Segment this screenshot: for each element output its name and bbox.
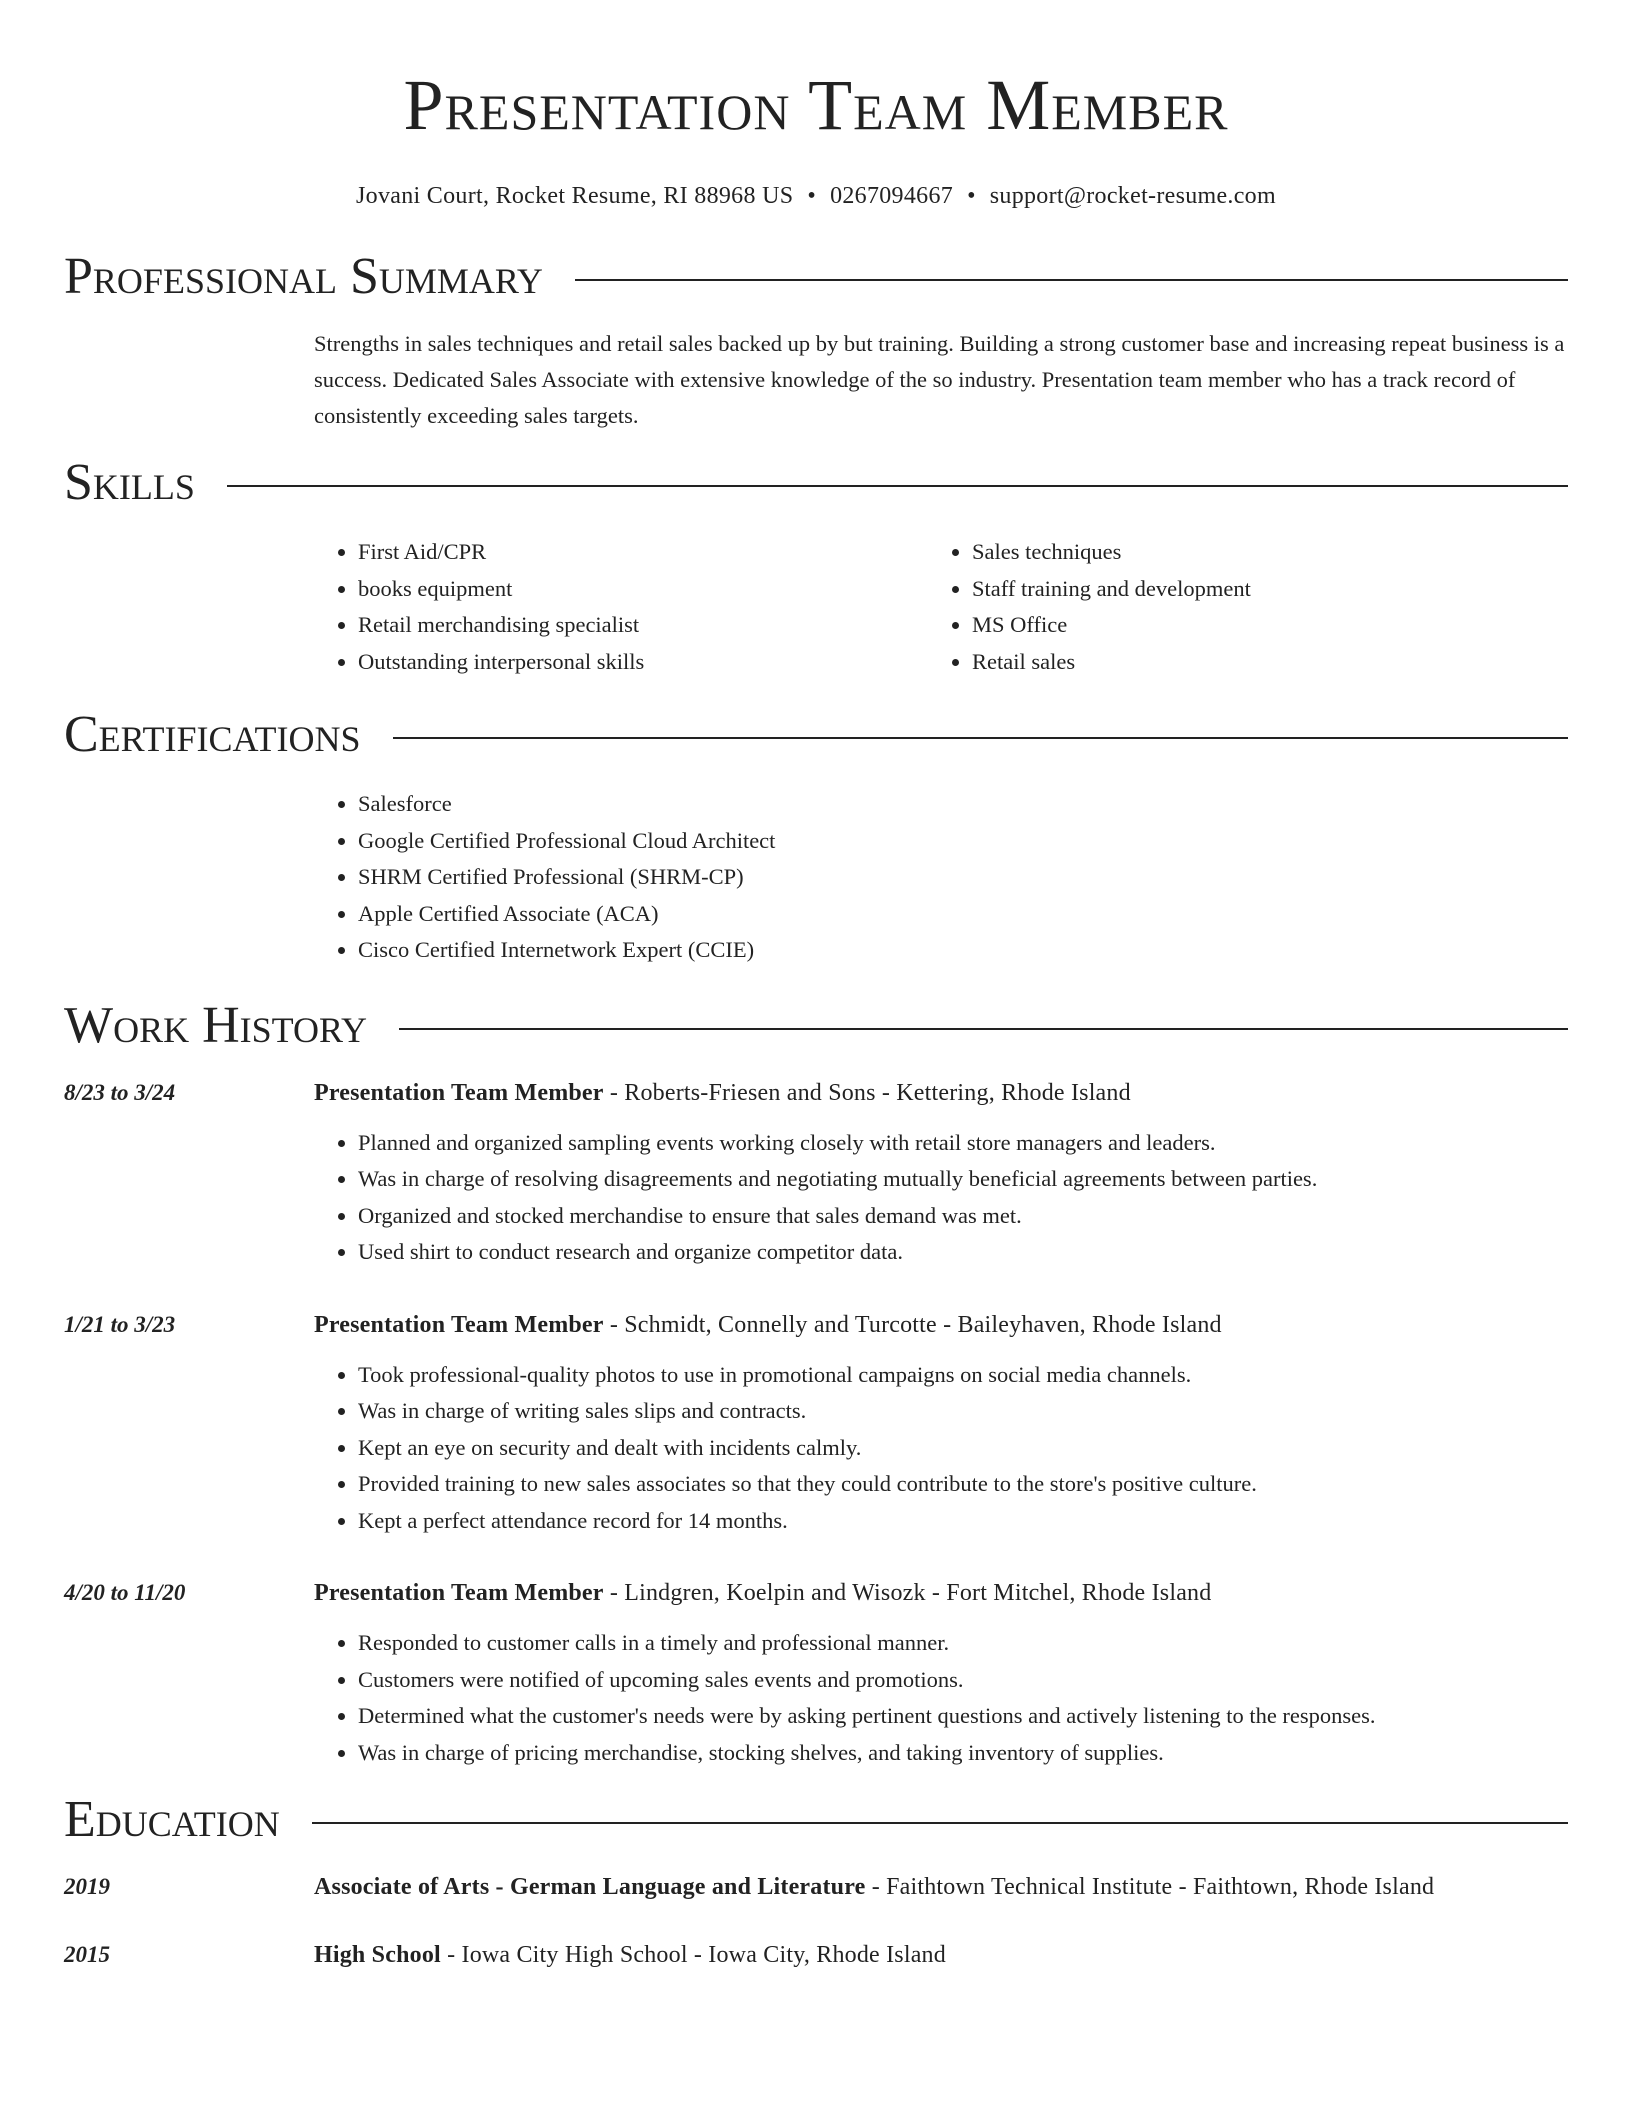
job-role: Presentation Team Member — [314, 1580, 604, 1606]
section-divider — [575, 279, 1568, 281]
job-bullet: • Kept an eye on security and dealt with incidents calmly. — [358, 1430, 1568, 1467]
section-divider — [393, 737, 1568, 739]
skills-list-right — [928, 534, 1542, 680]
job-bullet: • Took professional-quality photos to use in promotional campaigns on social media channels. — [358, 1357, 1568, 1394]
certification-item: • Cisco Certified Internetwork Expert (CCIE) — [358, 932, 1568, 969]
job-title-line — [314, 1307, 1568, 1343]
section-divider — [227, 485, 1568, 487]
certifications-list — [314, 786, 1568, 969]
certifications-section — [64, 700, 1568, 969]
job-dates: 1/21 to 3/23 — [64, 1311, 176, 1337]
skills-column-right — [928, 534, 1542, 680]
job-bullets — [314, 1125, 1568, 1271]
education-entry — [64, 1869, 1568, 1905]
job-entry — [64, 1307, 1568, 1540]
summary-text: Strengths in sales techniques and retail sales backed up by but training. Building a strong customer base and increasing repeat business is a success. Dedicated Sales Associate with extensive knowledge of the so industry. Presentation team member who has a track record of consistently exceeding sales targets. — [314, 331, 1565, 428]
job-role: Presentation Team Member — [314, 1079, 604, 1106]
section-divider — [312, 1822, 1568, 1824]
contact-line — [64, 180, 1568, 212]
education-entry — [64, 1937, 1568, 1973]
job-role: Presentation Team Member — [314, 1311, 604, 1338]
education-line — [314, 1869, 1568, 1905]
certification-item: • Apple Certified Associate (ACA) — [358, 896, 1568, 933]
job-bullet: • Planned and organized sampling events working closely with retail store managers and leaders. — [358, 1125, 1568, 1162]
section-heading — [64, 242, 1568, 312]
job-title-line — [314, 1075, 1568, 1111]
skill-item: • Retail sales — [972, 644, 1542, 681]
job-employer: - Schmidt, Connelly and Turcotte - Baileyhaven, Rhode Island — [603, 1311, 1222, 1338]
contact-phone: 0267094667 — [830, 183, 954, 209]
job-title-line — [314, 1575, 1568, 1611]
job-bullet: • Organized and stocked merchandise to ensure that sales demand was met. — [358, 1198, 1568, 1235]
education-degree: High School — [314, 1942, 441, 1968]
job-employer: - Roberts-Friesen and Sons - Kettering, Rhode Island — [603, 1079, 1131, 1106]
work-history-list — [64, 1075, 1568, 1772]
section-heading — [64, 700, 1568, 770]
job-details — [314, 1307, 1568, 1540]
job-bullet: • Customers were notified of upcoming sales events and promotions. — [358, 1662, 1568, 1699]
job-employer: - Lindgren, Koelpin and Wisozk - Fort Mitchel, Rhode Island — [603, 1580, 1212, 1606]
section-divider — [399, 1028, 1568, 1030]
job-bullets — [314, 1357, 1568, 1540]
contact-address: Jovani Court, Rocket Resume, RI 88968 US — [356, 183, 794, 209]
skill-item: • Sales techniques — [972, 534, 1542, 571]
summary-title: Professional Summary — [64, 248, 543, 305]
job-dates: 4/20 to 11/20 — [64, 1580, 186, 1605]
candidate-name: Presentation Team Member — [403, 65, 1229, 145]
work-history-section — [64, 991, 1568, 1772]
skills-column-left — [314, 534, 928, 680]
job-bullet: • Provided training to new sales associates so that they could contribute to the store's positive culture. — [358, 1466, 1568, 1503]
summary-section — [64, 242, 1568, 434]
certifications-title: Certifications — [64, 706, 361, 763]
education-year: 2019 — [64, 1874, 110, 1899]
resume-header — [64, 60, 1568, 212]
skills-section — [64, 448, 1568, 680]
certification-item: • SHRM Certified Professional (SHRM-CP) — [358, 859, 1568, 896]
skills-list-left — [314, 534, 928, 680]
job-bullet: • Was in charge of resolving disagreements and negotiating mutually beneficial agreements between parties. — [358, 1161, 1568, 1198]
job-bullet: • Used shirt to conduct research and organize competitor data. — [358, 1234, 1568, 1271]
education-details — [314, 1937, 1568, 1973]
education-line — [314, 1937, 1568, 1973]
skill-item: • Outstanding interpersonal skills — [358, 644, 928, 681]
certification-item: • Salesforce — [358, 786, 1568, 823]
education-section — [64, 1785, 1568, 1973]
education-title: Education — [64, 1791, 280, 1848]
job-details — [314, 1575, 1568, 1771]
skill-item: • books equipment — [358, 571, 928, 608]
education-school: - Iowa City High School - Iowa City, Rhode Island — [440, 1942, 946, 1968]
section-heading — [64, 991, 1568, 1061]
education-details — [314, 1869, 1568, 1905]
job-bullet: • Was in charge of writing sales slips and contracts. — [358, 1393, 1568, 1430]
job-bullet: • Was in charge of pricing merchandise, stocking shelves, and taking inventory of supplies. — [358, 1735, 1568, 1772]
job-bullet: • Responded to customer calls in a timely and professional manner. — [358, 1625, 1568, 1662]
job-entry — [64, 1575, 1568, 1771]
skills-grid — [314, 534, 1568, 680]
skill-item: • MS Office — [972, 607, 1542, 644]
certifications-body — [314, 786, 1568, 969]
contact-email: support@rocket-resume.com — [989, 183, 1276, 209]
job-bullet: • Determined what the customer's needs were by asking pertinent questions and actively listening to the responses. — [358, 1698, 1568, 1735]
skill-item: • First Aid/CPR — [358, 534, 928, 571]
skill-item: • Staff training and development — [972, 571, 1542, 608]
skill-item: • Retail merchandising specialist — [358, 607, 928, 644]
education-school: - Faithtown Technical Institute - Faithtown, Rhode Island — [865, 1874, 1435, 1900]
work-history-title: Work History — [64, 996, 368, 1054]
contact-separator: • — [807, 183, 817, 209]
certification-item: • Google Certified Professional Cloud Architect — [358, 823, 1568, 860]
job-details — [314, 1075, 1568, 1271]
skills-title: Skills — [64, 454, 195, 511]
section-heading — [64, 1785, 1568, 1855]
education-year: 2015 — [64, 1942, 110, 1967]
section-heading — [64, 448, 1568, 518]
job-bullet: • Kept a perfect attendance record for 14 months. — [358, 1503, 1568, 1540]
education-list — [64, 1869, 1568, 1973]
education-degree: Associate of Arts - German Language and Literature — [314, 1874, 866, 1900]
contact-separator: • — [967, 183, 976, 209]
job-dates: 8/23 to 3/24 — [64, 1079, 176, 1105]
job-bullets — [314, 1625, 1568, 1771]
job-entry — [64, 1075, 1568, 1271]
